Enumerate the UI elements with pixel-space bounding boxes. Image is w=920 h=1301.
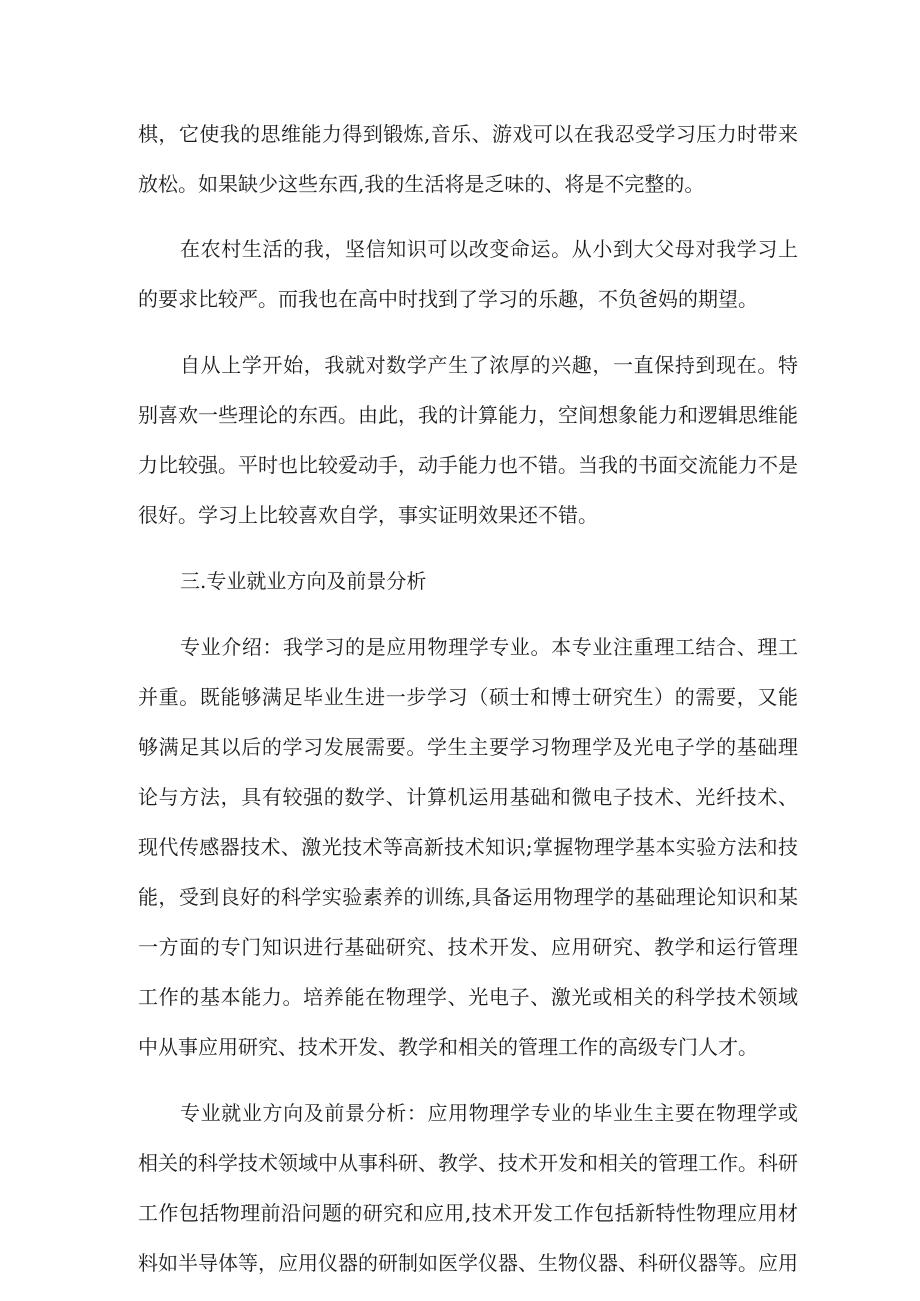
text-line: 相关的科学技术领域中从事科研、教学、技术开发和相关的管理工作。科研 [138,1151,798,1175]
text-line: 别喜欢一些理论的东西。由此，我的计算能力，空间想象能力和逻辑思维能 [138,403,798,427]
paragraph-start-line: 专业就业方向及前景分析：应用物理学专业的毕业生主要在物理学或 [180,1101,798,1125]
paragraph-start-line: 专业介绍：我学习的是应用物理学专业。本专业注重理工结合、理工 [180,635,798,659]
text-line: 并重。既能够满足毕业生进一步学习（硕士和博士研究生）的需要，又能 [138,685,798,709]
text-line: 很好。学习上比较喜欢自学，事实证明效果还不错。 [138,503,598,527]
text-line: 能，受到良好的科学实验素养的训练,具备运用物理学的基础理论知识和某 [138,885,798,909]
text-line: 工作的基本能力。培养能在物理学、光电子、激光或相关的科学技术领域 [138,985,798,1009]
paragraph-start-line: 在农村生活的我，坚信知识可以改变命运。从小到大父母对我学习上 [180,237,798,261]
text-line: 放松。如果缺少这些东西,我的生活将是乏味的、将是不完整的。 [138,172,705,196]
text-line: 工作包括物理前沿问题的研究和应用,技术开发工作包括新特性物理应用材 [138,1201,798,1225]
text-line: 力比较强。平时也比较爱动手，动手能力也不错。当我的书面交流能力不是 [138,453,798,477]
text-line: 现代传感器技术、激光技术等高新技术知识;掌握物理学基本实验方法和技 [138,835,798,859]
text-line: 一方面的专门知识进行基础研究、技术开发、应用研究、教学和运行管理 [138,935,798,959]
text-line: 论与方法，具有较强的数学、计算机运用基础和微电子技术、光纤技术、 [138,785,798,809]
text-line: 料如半导体等，应用仪器的研制如医学仪器、生物仪器、科研仪器等。应用 [138,1251,798,1275]
text-line: 中从事应用研究、技术开发、教学和相关的管理工作的高级专门人才。 [138,1035,758,1059]
section-heading: 三.专业就业方向及前景分析 [180,569,427,593]
text-line: 棋，它使我的思维能力得到锻炼,音乐、游戏可以在我忍受学习压力时带来 [138,122,798,146]
text-line: 的要求比较严。而我也在高中时找到了学习的乐趣，不负爸妈的期望。 [138,287,758,311]
paragraph-start-line: 自从上学开始，我就对数学产生了浓厚的兴趣，一直保持到现在。特 [180,353,798,377]
text-line: 够满足其以后的学习发展需要。学生主要学习物理学及光电子学的基础理 [138,735,798,759]
